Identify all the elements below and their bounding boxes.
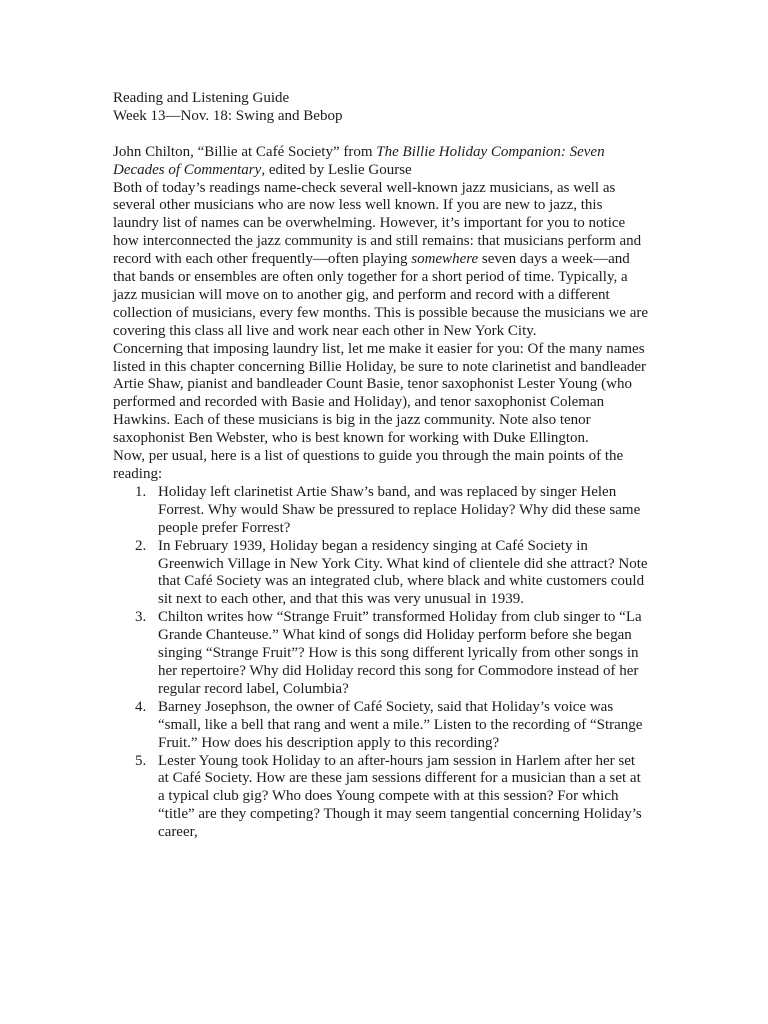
list-item (113, 699, 648, 753)
question-text: Barney Josephson, the owner of Café Society, said that Holiday’s voice was “small, like a bell that rang and went a mile.” Listen to the recording of “Strange Fruit.” How does his description apply to this recording? (158, 698, 643, 751)
list-item (113, 484, 648, 538)
citation-book-title: The Billie Holiday Companion: Seven Decades of Commentary (113, 143, 605, 178)
reading-citation (113, 144, 648, 180)
musicians-paragraph: Concerning that imposing laundry list, let me make it easier for you: Of the many names listed in this chapter concerning Billie Holiday, be sure to note clarinetist and bandleader Artie Shaw, pianist and bandleader Count Basie, tenor saxophonist Lester Young (who performed and recorded with Basie and Holiday), and tenor saxophonist Coleman Hawkins. Each of these musicians is big in the jazz community. Note also tenor saxophonist Ben Webster, who is best known for working with Duke Ellington. (113, 340, 647, 447)
list-item (113, 609, 648, 699)
list-item (113, 753, 648, 843)
list-number: 2. (135, 537, 147, 554)
list-item (113, 538, 648, 610)
question-text: Chilton writes how “Strange Fruit” transformed Holiday from club singer to “La Grande Chanteuse.” What kind of songs did Holiday perform before she began singing “Strange Fruit”? How is this song different lyrically from other songs in her repertoire? Why did Holiday record this song for Commodore instead of her regular record label, Columbia? (158, 609, 642, 697)
list-number: 1. (135, 483, 147, 500)
list-number: 4. (135, 698, 147, 715)
intro-text-part2: seven days a week—and that bands or ensembles are often only together for a short period of time. Typically, a jazz musician will move on to another gig, and perform and record with a different collection of musicians, every few months. This is possible because the musicians we are covering this class all live and work near each other in New York City. (113, 251, 649, 339)
questions-intro: Now, per usual, here is a list of questions to guide you through the main points of the reading: (113, 448, 624, 483)
question-text: In February 1939, Holiday began a residency singing at Café Society in Greenwich Village in New York City. What kind of clientele did she attract? Note that Café Society was an integrated club, where black and white customers could sit next to each other, and that this was very unusual in 1939. (158, 537, 648, 608)
intro-paragraph (113, 180, 648, 341)
citation-author: John Chilton, “Billie at Café Society” from (113, 143, 377, 160)
question-text: Holiday left clarinetist Artie Shaw’s band, and was replaced by singer Helen Forrest. Why would Shaw be pressured to replace Holiday? Why did these same people prefer Forrest? (158, 483, 641, 536)
question-text: Lester Young took Holiday to an after-hours jam session in Harlem after her set at Café Society. How are these jam sessions different for a musician than a set at a typical club gig? Who does Young compete with at this session? For which “title” are they competing? Though it may seem tangential concerning Holiday’s career, (158, 752, 642, 841)
guide-title: Reading and Listening Guide (113, 90, 290, 106)
week-subtitle: Week 13—Nov. 18: Swing and Bebop (113, 107, 343, 124)
document-body (113, 90, 648, 842)
guide-header (113, 90, 648, 126)
intro-emphasis: somewhere (411, 251, 479, 268)
intro-text-part1: Both of today’s readings name-check several well-known jazz musicians, as well as several other musicians who are now less well known. If you are new to jazz, this laundry list of names can be overwhelming. However, it’s important for you to notice how interconnected the jazz community is and still remains: that musicians perform and record with each other frequently—often playing (113, 179, 642, 268)
list-number: 3. (135, 609, 147, 626)
question-list (113, 484, 648, 842)
list-number: 5. (135, 752, 147, 769)
citation-editor: , edited by Leslie Gourse (261, 161, 412, 178)
